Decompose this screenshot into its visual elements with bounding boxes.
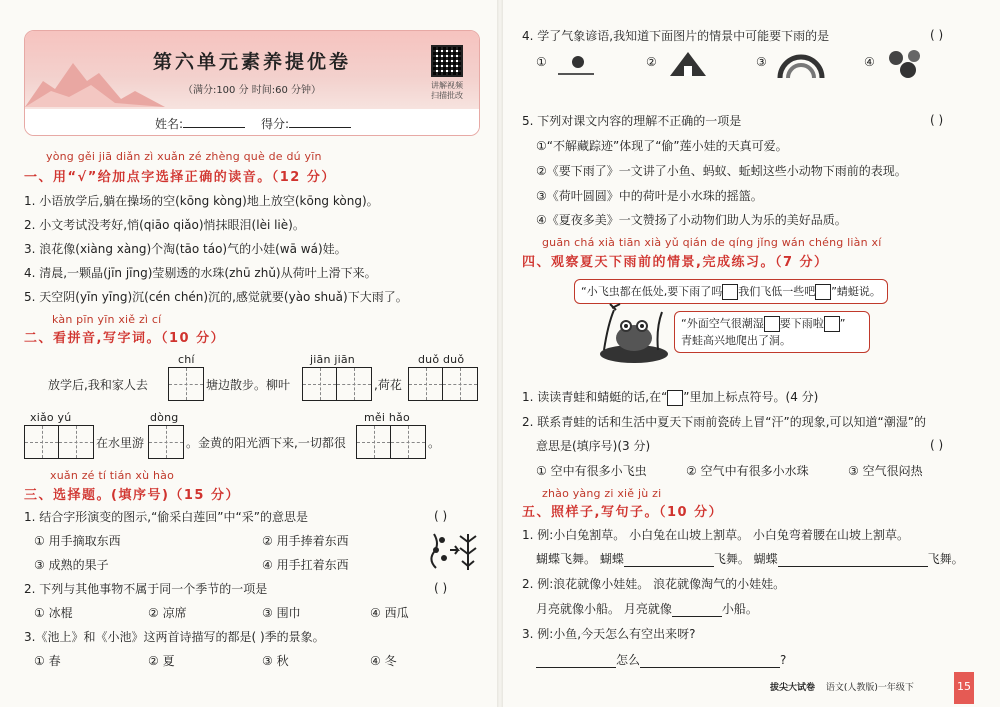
- flowers-scene-icon[interactable]: [884, 46, 928, 80]
- pinyin-dong: dòng: [150, 411, 179, 424]
- s2-line1-b: 塘边散步。柳叶: [206, 378, 291, 392]
- score-label: 得分:: [261, 117, 290, 131]
- bubble1-text-a: “小飞虫都在低处,要下雨了吗: [581, 285, 723, 298]
- ex1-text-a: 蝴蝶飞舞。 蝴蝶: [536, 552, 624, 566]
- writing-grid-chi[interactable]: [168, 367, 204, 401]
- ex2-text-a: 月亮就像小船。 月亮就像: [536, 602, 672, 616]
- s4-q2-answer[interactable]: ( ): [930, 438, 944, 452]
- q5-text: 5. 下列对课文内容的理解不正确的一项是: [522, 114, 742, 128]
- q5-opt3[interactable]: ③《荷叶圆圆》中的荷叶是小水珠的摇篮。: [536, 189, 763, 203]
- footer-brand: 拔尖大试卷: [770, 683, 816, 693]
- s3-q2-opt4[interactable]: ④ 西瓜: [370, 606, 409, 620]
- q4-answer[interactable]: ( ): [930, 28, 944, 42]
- section5-title-text: 五、照样子,写句子。: [522, 505, 659, 520]
- rainbow-scene-icon[interactable]: [776, 50, 826, 80]
- s3-q1-opt1[interactable]: ① 用手摘取东西: [34, 534, 121, 548]
- writing-grid-jianjian[interactable]: [302, 367, 372, 401]
- bubble2-text-d: 青蛙高兴地爬出了洞。: [681, 334, 791, 347]
- pinyin-xiaoyu: xiǎo yú: [30, 411, 72, 424]
- q5-opt2[interactable]: ②《要下雨了》一文讲了小鱼、蚂蚁、蚯蚓这些小动物下雨前的表现。: [536, 164, 907, 178]
- ex1-example: 1. 例:小白兔割草。 小白兔在山坡上割草。 小白兔弯着腰在山坡上割草。: [522, 528, 909, 542]
- pinyin-duoduo: duǒ duǒ: [418, 353, 465, 366]
- s4-q2-opt2[interactable]: ② 空气中有很多小水珠: [686, 464, 809, 478]
- frog-on-lilypad-illustration: [598, 300, 670, 364]
- s4-q2-opt1[interactable]: ① 空中有很多小飞虫: [536, 464, 647, 478]
- bubble1-text-c: ”蜻蜓说。: [831, 285, 881, 298]
- s3-q1-opt3[interactable]: ③ 成熟的果子: [34, 558, 109, 572]
- punct-box-4[interactable]: [824, 316, 840, 332]
- s3-q2-opt2[interactable]: ② 凉席: [148, 606, 187, 620]
- s3-q3: 3.《池上》和《小池》这两首诗描写的都是( )季的景象。: [24, 630, 325, 644]
- ex3-example: 3. 例:小鱼,今天怎么有空出来呀?: [522, 627, 696, 641]
- s3-q3-opt2[interactable]: ② 夏: [148, 654, 175, 668]
- s2-line2-b: 。金黄的阳光洒下来,一切都很: [186, 436, 346, 450]
- section5-pinyin: zhào yàng zi xiě jù zi: [542, 487, 662, 500]
- q5-answer[interactable]: ( ): [930, 113, 944, 127]
- s4-q2b: 意思是(填序号)(3 分): [536, 439, 651, 453]
- header-banner: [24, 30, 480, 136]
- q4-opt3-label: ③: [756, 55, 767, 69]
- section3-title: [24, 484, 240, 503]
- score-field[interactable]: [289, 116, 351, 128]
- writing-grid-xiaoyu[interactable]: [24, 425, 94, 459]
- s4-q2: 2. 联系青蛙的话和生活中夏天下雨前瓷砖上冒“汗”的现象,可以知道“潮湿”的: [522, 415, 926, 429]
- section2-score: （10 分）: [160, 331, 226, 346]
- bubble2-text-b: 要下雨啦: [779, 317, 824, 330]
- s3-q1-opt4[interactable]: ④ 用手扛着东西: [262, 558, 349, 572]
- ex2-text-b: 小船。: [721, 602, 758, 616]
- section1-score: （12 分）: [271, 170, 336, 185]
- s1-item-2: 2. 小文考试没考好,悄(qiāo qiǎo)悄抹眼泪(lèi liè)。: [24, 218, 305, 232]
- section3-title-text: 三、选择题。(填序号): [24, 488, 170, 503]
- section3-pinyin: xuǎn zé tí tián xù hào: [50, 469, 174, 482]
- s3-q3-opt4[interactable]: ④ 冬: [370, 654, 397, 668]
- q5-opt1[interactable]: ①“不解藏踪迹”体现了“偷”莲小娃的天真可爱。: [536, 139, 788, 153]
- s3-q3-opt1[interactable]: ① 春: [34, 654, 61, 668]
- ex3-blank-2[interactable]: [640, 656, 780, 668]
- writing-grid-meihao[interactable]: [356, 425, 426, 459]
- section4-pinyin: guān chá xià tiān xià yǔ qián de qíng jǐng wán chéng liàn xí: [542, 236, 882, 249]
- s1-item-1: 1. 小语放学后,躺在操场的空(kōng kòng)地上放空(kōng kòng)。: [24, 194, 379, 208]
- footer-book: 语文(人教版)一年级下: [825, 683, 914, 693]
- s3-q2: 2. 下列与其他事物不属于同一个季节的一项是: [24, 582, 268, 596]
- writing-grid-dong[interactable]: [148, 425, 184, 459]
- ex3-text-b: ?: [780, 653, 787, 667]
- q4-text: 4. 学了气象谚语,我知道下面图片的情景中可能要下雨的是: [522, 29, 830, 43]
- section5-score: （10 分）: [658, 505, 724, 520]
- q4-opt1-label: ①: [536, 55, 547, 69]
- ex1-blank-2[interactable]: [778, 555, 928, 567]
- s3-q2-answer[interactable]: ( ): [434, 581, 448, 595]
- punct-box-2[interactable]: [815, 284, 831, 300]
- bubble1-text-b: 我们飞低一些吧: [738, 285, 816, 298]
- s3-q1-opt2[interactable]: ② 用手捧着东西: [262, 534, 349, 548]
- qr-code-icon[interactable]: [431, 45, 463, 77]
- ex1-text-b: 飞舞。 蝴蝶: [713, 552, 778, 566]
- name-field[interactable]: [183, 116, 245, 128]
- punct-box-1[interactable]: [722, 284, 738, 300]
- section1-title-text: 一、用“√”给加点字选择正确的读音。: [24, 170, 272, 185]
- name-label: 姓名:: [155, 117, 184, 131]
- s2-line2-a: 在水里游: [96, 436, 145, 450]
- s3-q1-answer[interactable]: ( ): [434, 509, 448, 523]
- s4-q1-text-a: 1. 读读青蛙和蜻蜓的话,在“: [522, 390, 668, 404]
- page-number: 15: [954, 672, 974, 704]
- section5-title: [522, 501, 723, 520]
- q5-opt4[interactable]: ④《夏夜多美》一文赞扬了小动物们助人为乐的美好品质。: [536, 213, 847, 227]
- exam-title: 第六单元素养提优卷: [152, 51, 351, 73]
- s3-q2-opt1[interactable]: ① 冰棍: [34, 606, 73, 620]
- punct-box-sample: [667, 390, 683, 406]
- section1-pinyin: yòng gěi jiā diǎn zì xuǎn zé zhèng què de dú yīn: [46, 150, 322, 163]
- footer: [770, 680, 914, 693]
- s1-item-4: 4. 清晨,一颗晶(jīn jīng)莹剔透的水珠(zhū zhǔ)从荷叶上滑下来。: [24, 266, 377, 280]
- section3-score: （15 分）: [169, 488, 241, 503]
- s3-q1: 1. 结合字形演变的图示,“偷采白莲回”中“采”的意思是: [24, 510, 308, 524]
- section2-pinyin: kàn pīn yīn xiě zì cí: [52, 313, 162, 326]
- section2-title: [24, 327, 225, 346]
- right-page: [500, 0, 1000, 707]
- ex3-blank-1[interactable]: [536, 656, 616, 668]
- section4-title: [522, 251, 829, 270]
- bubble2-text-c: ”: [839, 317, 846, 330]
- ex2-answer-line: [536, 601, 758, 617]
- qr-label: 讲解视频 扫描批改: [431, 81, 463, 100]
- ex3-answer-line: [536, 652, 786, 668]
- ex1-text-c: 飞舞。: [927, 552, 964, 566]
- pinyin-meihao: měi hǎo: [364, 411, 410, 424]
- s2-line2-c: 。: [428, 436, 441, 450]
- pinyin-jianjian: jiān jiān: [310, 353, 355, 366]
- bubble2-text-a: “外面空气很潮湿: [681, 317, 764, 330]
- writing-grid-duoduo[interactable]: [408, 367, 478, 401]
- exam-meta: （满分:100 分 时间:60 分钟）: [182, 85, 322, 96]
- section4-title-text: 四、观察夏天下雨前的情景,完成练习。: [522, 255, 775, 270]
- ex1-answer-line: [536, 551, 964, 567]
- anthill-scene-icon[interactable]: [666, 46, 710, 80]
- sunny-scene-icon[interactable]: [556, 48, 596, 78]
- s2-line1-a: 放学后,我和家人去: [48, 378, 148, 392]
- ex1-blank-1[interactable]: [624, 555, 714, 567]
- s4-q1: [522, 389, 818, 406]
- pinyin-chi: chí: [178, 353, 195, 366]
- q4-opt2-label: ②: [646, 55, 657, 69]
- q4-opt4-label: ④: [864, 55, 875, 69]
- s4-q2-opt3[interactable]: ③ 空气很闷热: [848, 464, 923, 478]
- section1-title: [24, 166, 336, 185]
- section2-title-text: 二、看拼音,写字词。: [24, 331, 161, 346]
- frog-speech-bubble: [674, 311, 870, 353]
- name-score-bar: [25, 111, 479, 136]
- ex2-example: 2. 例:浪花就像小娃娃。 浪花就像淘气的小娃娃。: [522, 577, 786, 591]
- s1-item-5: 5. 天空阴(yīn yīng)沉(cén chén)沉的,感觉就要(yào shuǎ)下大雨了。: [24, 290, 408, 304]
- s3-q3-opt3[interactable]: ③ 秋: [262, 654, 289, 668]
- section4-score: （7 分）: [774, 255, 829, 270]
- character-evolution-illustration: [428, 528, 488, 574]
- ex3-text-a: 怎么: [616, 653, 641, 667]
- s3-q2-opt3[interactable]: ③ 围巾: [262, 606, 301, 620]
- s4-q1-text-b: ”里加上标点符号。(4 分): [683, 390, 819, 404]
- ex2-blank[interactable]: [672, 605, 722, 617]
- punct-box-3[interactable]: [764, 316, 780, 332]
- s1-item-3: 3. 浪花像(xiàng xàng)个淘(tāo táo)气的小娃(wā wá)娃。: [24, 242, 347, 256]
- s2-line1-c: ,荷花: [374, 378, 402, 392]
